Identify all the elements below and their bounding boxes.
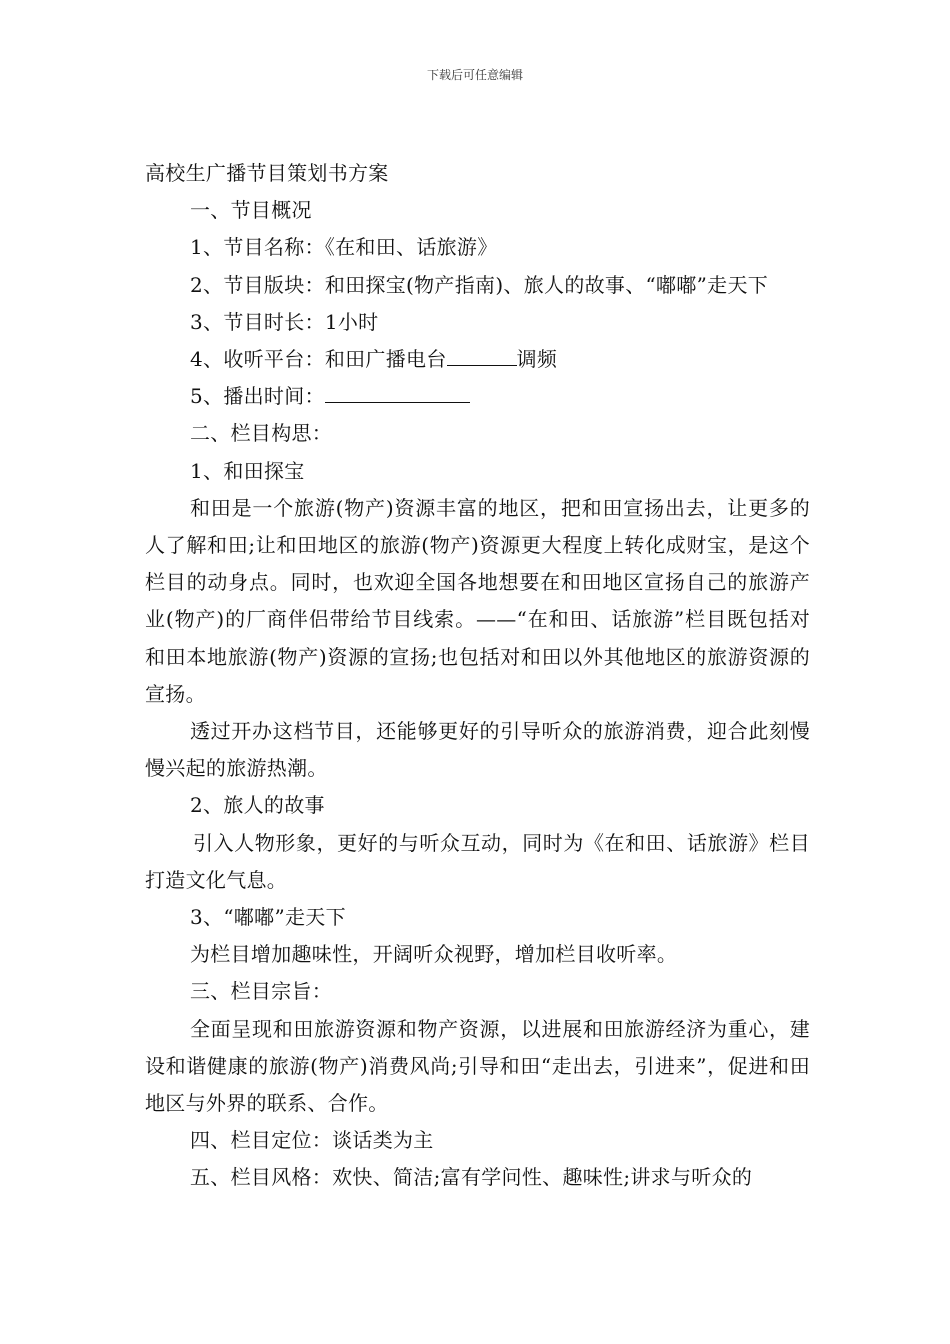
section-heading-1: 一、节目概况 [190, 198, 312, 223]
paragraph-guidance: 透过开办这档节目，还能够更好的引导听众的旅游消费，迎合此刻慢慢兴起的旅游热潮。 [145, 719, 810, 781]
item-listening-platform [145, 341, 810, 378]
subheading-traveler-story: 2、旅人的故事 [190, 793, 325, 818]
paragraph-dudu: 为栏目增加趣味性，开阔听众视野，增加栏目收听率。 [190, 942, 678, 967]
item-program-duration: 3、节目时长：1小时 [190, 309, 379, 334]
section-heading-2: 二、栏目构思： [190, 421, 333, 446]
item-broadcast-time [145, 378, 810, 415]
platform-label: 4、收听平台：和田广播电台 [190, 347, 447, 372]
section-heading-4: 四、栏目定位：谈话类为主 [190, 1128, 434, 1153]
document-body [145, 155, 810, 1197]
paragraph-traveler-story: 引入人物形象，更好的与听众互动，同时为《在和田、话旅游》栏目打造文化气息。 [145, 830, 810, 892]
item-program-name: 1、节目名称：《在和田、话旅游》 [190, 235, 498, 260]
broadcast-time-label: 5、播出时间： [190, 384, 325, 409]
item-program-blocks: 2、节目版块：和田探宝(物产指南)、旅人的故事、“嘟嘟”走天下 [190, 272, 769, 297]
document-title: 高校生广播节目策划书方案 [145, 161, 389, 185]
subheading-dudu: 3、“嘟嘟”走天下 [190, 905, 346, 930]
paragraph-treasure: 和田是一个旅游(物产)资源丰富的地区，把和田宣扬出去，让更多的人了解和田;让和田地区的旅游(物产)资源更大程度上转化成财宝，是这个栏目的动身点。同时，也欢迎全国各地想要在和田地区宣扬自己的旅游产业(物产)的厂商伴侣带给节目线索。——“在和田、话旅游”栏目既包括对和田本地旅游(物产)资源的宣扬;也包括对和田以外其他地区的旅游资源的宣扬。 [145, 495, 810, 706]
section-heading-5: 五、栏目风格：欢快、简洁;富有学问性、趣味性;讲求与听众的 [190, 1165, 753, 1190]
platform-suffix: 调频 [516, 347, 558, 372]
broadcast-time-blank [325, 380, 470, 403]
paragraph-purpose: 全面呈现和田旅游资源和物产资源，以进展和田旅游经济为重心，建设和谐健康的旅游(物产)消费风尚;引导和田“走出去，引进来”，促进和田地区与外界的联系、合作。 [145, 1016, 810, 1116]
subheading-treasure: 1、和田探宝 [190, 458, 305, 483]
section-heading-3: 三、栏目宗旨： [190, 979, 333, 1004]
frequency-blank [447, 343, 517, 366]
header-note: 下载后可任意编辑 [426, 68, 523, 82]
